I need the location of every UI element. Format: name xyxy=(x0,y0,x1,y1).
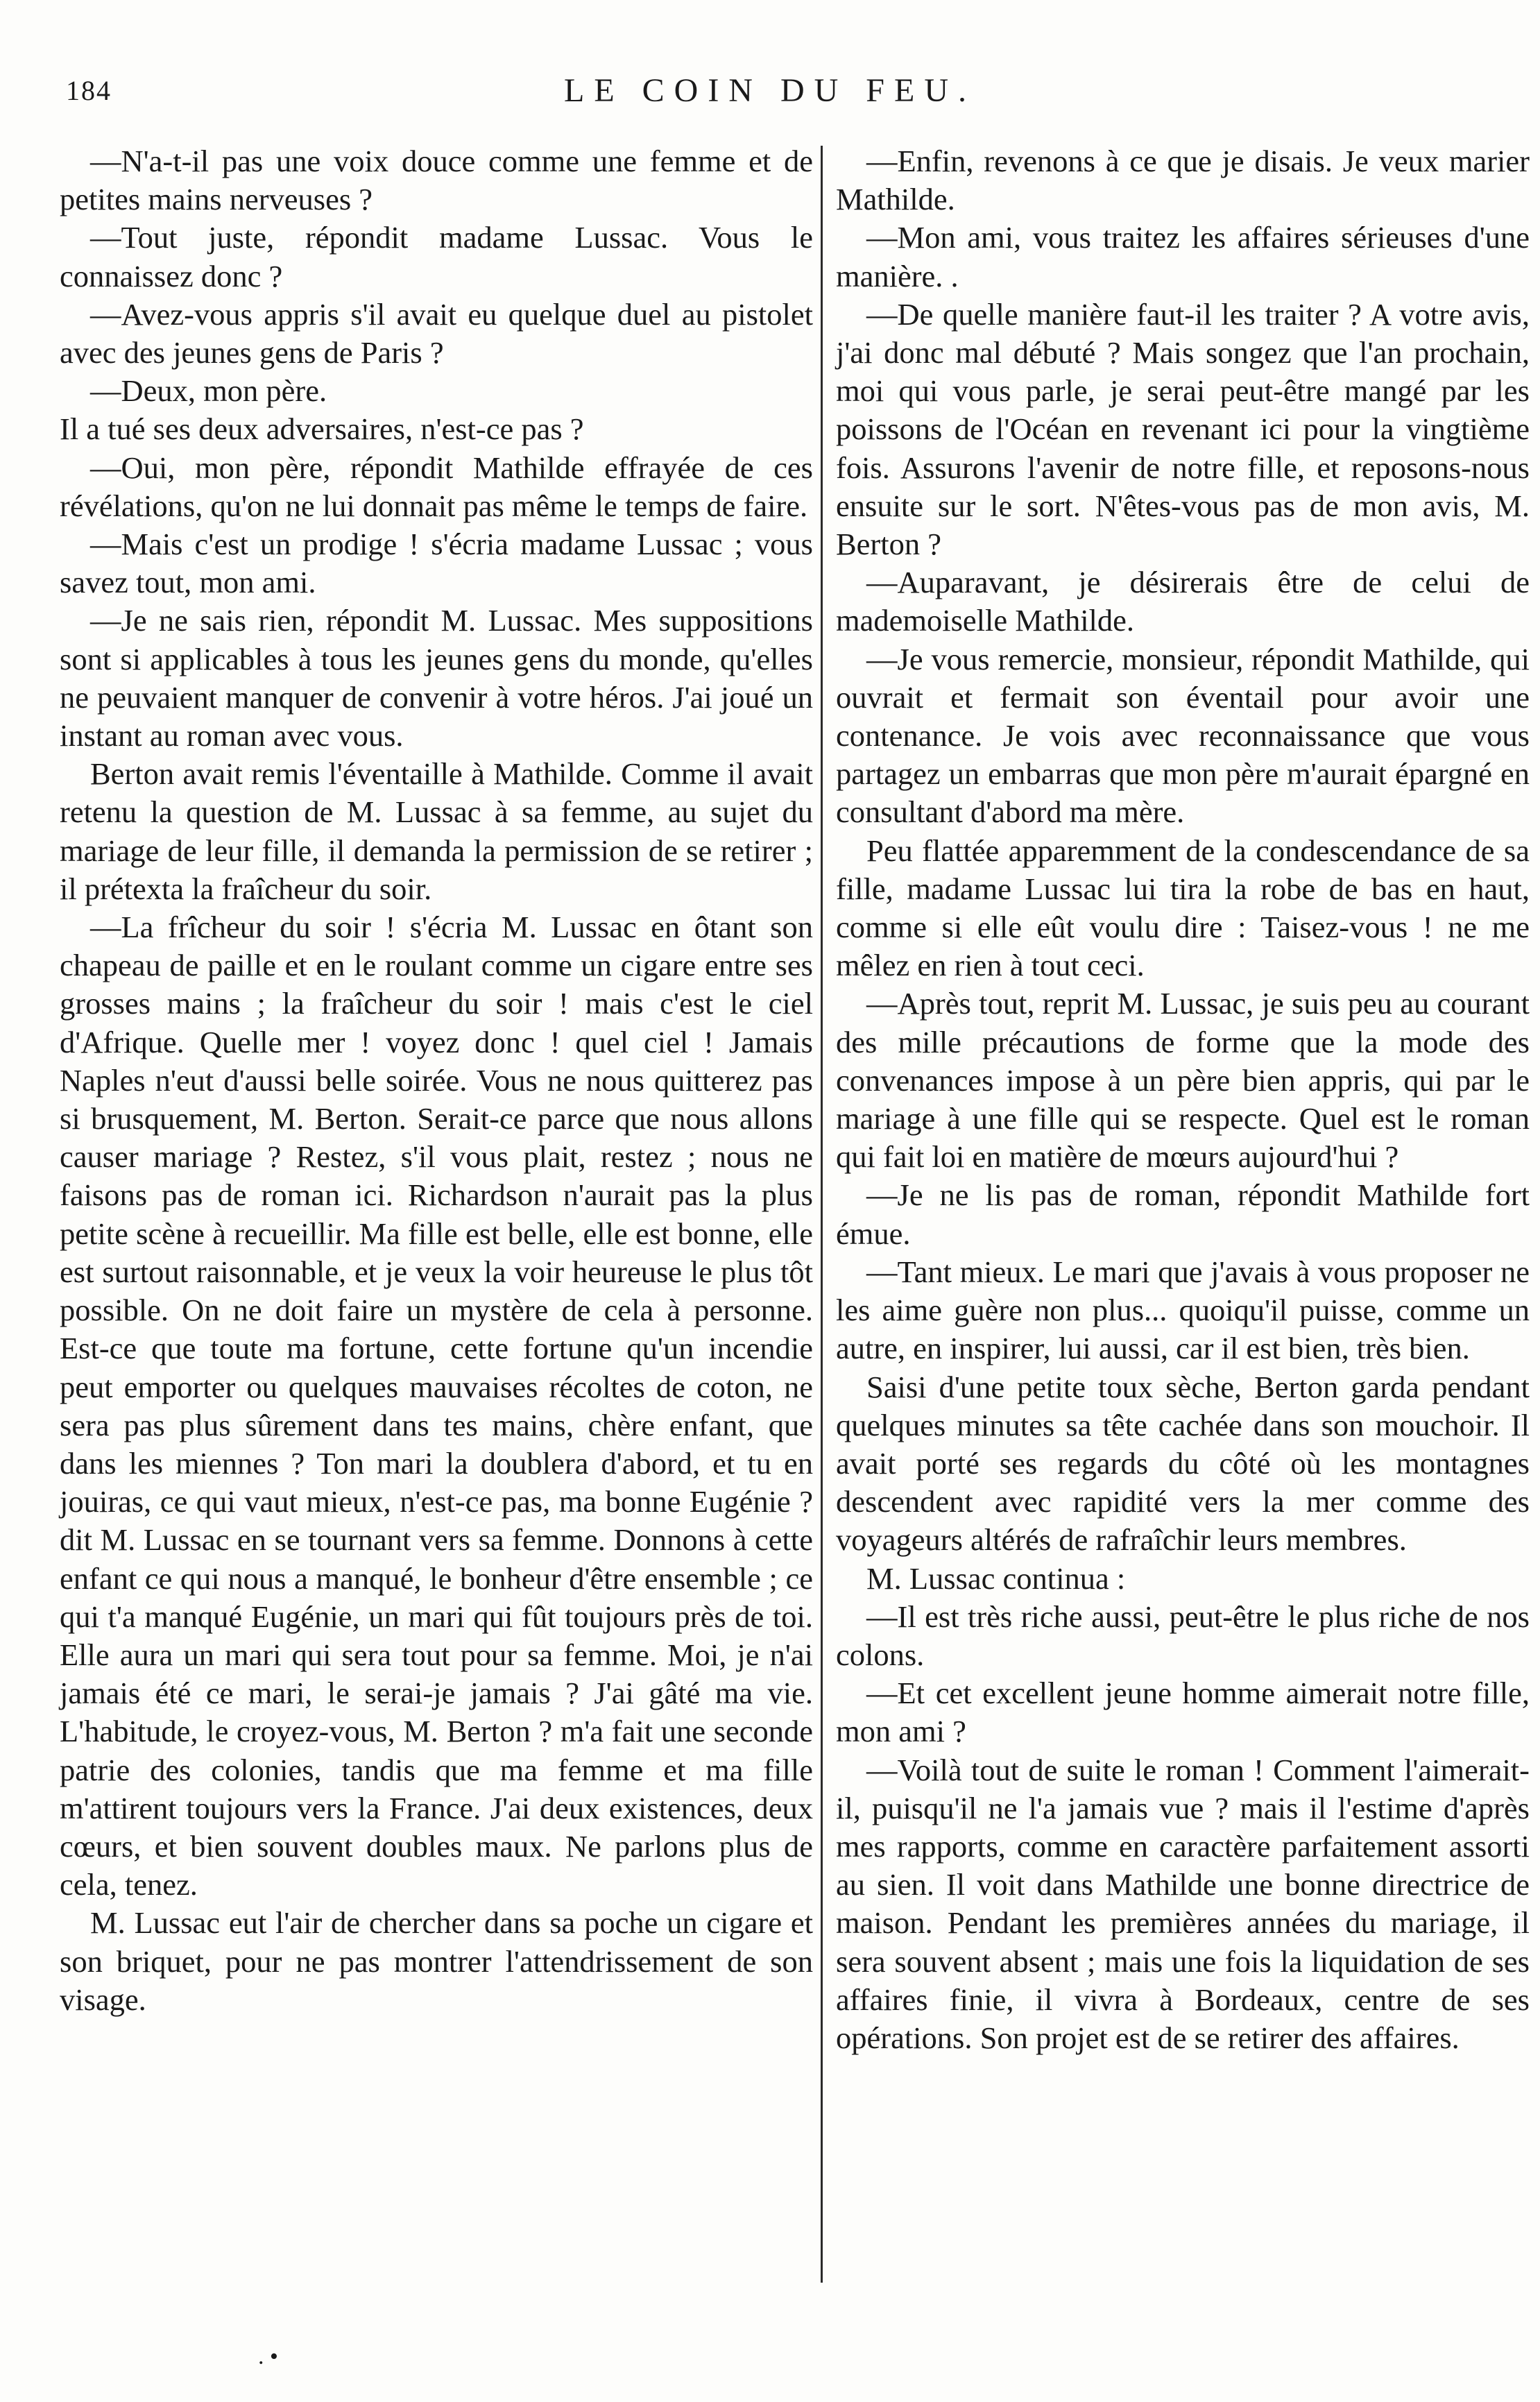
paragraph: —Mon ami, vous traitez les affaires sérieuses d'une manière. . xyxy=(836,220,1530,293)
footer-mark: . • xyxy=(258,2344,278,2369)
paragraph: Peu flattée apparemment de la condescendance de sa fille, madame Lussac lui tira la robe de bas en haut, comme si elle eût voulu dire : Taisez-vous ! ne me mêlez en rien à tout ceci. xyxy=(836,833,1530,983)
paragraph: —Enfin, revenons à ce que je disais. Je veux marier Mathilde. xyxy=(836,144,1530,217)
page-header xyxy=(66,59,1474,114)
paragraph: M. Lussac continua : xyxy=(866,1560,1126,1596)
paragraph: —Il est très riche aussi, peut-être le plus riche de nos colons. xyxy=(836,1599,1530,1672)
paragraph: Il a tué ses deux adversaires, n'est-ce pas ? xyxy=(60,411,584,447)
paragraph: —Avez-vous appris s'il avait eu quelque duel au pistolet avec des jeunes gens de Paris ? xyxy=(60,296,813,370)
paragraph: —Je ne sais rien, répondit M. Lussac. Mes suppositions sont si applicables à tous les jeunes gens du monde, qu'elles ne peuvaient manquer de convenir à votre héros. J'ai joué un instant au roman avec vous. xyxy=(60,603,813,753)
paragraph: —Tout juste, répondit madame Lussac. Vous le connaissez donc ? xyxy=(60,220,813,293)
running-title: LE COIN DU FEU. xyxy=(564,72,976,109)
paragraph: —Tant mieux. Le mari que j'avais à vous proposer ne les aime guère non plus... quoiqu'il puisse, comme un autre, en inspirer, lui aussi, car il est bien, très bien. xyxy=(836,1254,1530,1366)
paragraph: —Auparavant, je désirerais être de celui de mademoiselle Mathilde. xyxy=(836,565,1530,638)
column-divider xyxy=(821,146,823,2283)
paragraph: —La frîcheur du soir ! s'écria M. Lussac en ôtant son chapeau de paille et en le roulant comme un cigare entre ses grosses mains ; la fraîcheur du soir ! mais c'est le ciel d'Afrique. Quelle mer ! voyez donc ! quel ciel ! Jamais Naples n'eut d'aussi belle soirée. Vous ne nous quitterez pas si brusquement, M. Berton. Serait-ce parce que nous allons causer mariage ? Restez, s'il vous plait, restez ; nous ne faisons pas de roman ici. Richardson n'aurait pas la plus petite scène à recueillir. Ma fille est belle, elle est bonne, elle est surtout raisonnable, et je veux la voir heureuse le plus tôt possible. On ne doit faire un mystère de cela à personne. Est-ce que toute ma fortune, cette fortune qu'un incendie peut emporter ou quelques mauvaises récoltes de coton, ne sera pas plus sûrement dans tes mains, chère enfant, que dans les miennes ? Ton mari la doublera d'abord, et tu en jouiras, ce qui vaut mieux, n'est-ce pas, ma bonne Eugénie ? dit M. Lussac en se tournant vers sa femme. Donnons à cette enfant ce qui nous a manqué, le bonheur d'être ensemble ; ce qui t'a manqué Eugénie, un mari qui fût toujours près de toi. Elle aura un mari qui sera tout pour sa femme. Moi, je n'ai jamais été ce mari, le serai-je jamais ? J'ai gâté ma vie. L'habitude, le croyez-vous, M. Berton ? m'a fait une seconde patrie des colonies, tandis que ma femme et ma fille m'attirent toujours vers la France. J'ai deux existences, deux cœurs, et bien souvent doubles maux. Ne parlons plus de cela, tenez. xyxy=(60,910,813,1902)
paragraph: —Oui, mon père, répondit Mathilde effrayée de ces révélations, qu'on ne lui donnait pas même le temps de faire. xyxy=(60,450,813,523)
paragraph: —Je ne lis pas de roman, répondit Mathilde fort émue. xyxy=(836,1177,1530,1251)
paragraph: —N'a-t-il pas une voix douce comme une femme et de petites mains nerveuses ? xyxy=(60,144,813,217)
left-column xyxy=(60,142,813,2293)
paragraph: —Après tout, reprit M. Lussac, je suis peu au courant des mille précautions de forme que la mode des convenances impose à un père bien appris, qui par le mariage à une fille qui se respecte. Quel est le roman qui fait loi en matière de mœurs aujourd'hui ? xyxy=(836,986,1530,1175)
page-number: 184 xyxy=(66,75,112,106)
right-column xyxy=(836,142,1530,2293)
paragraph: Berton avait remis l'éventaille à Mathilde. Comme il avait retenu la question de M. Lussac à sa femme, au sujet du mariage de leur fille, il demanda la permission de se retirer ; il prétexta la fraîcheur du soir. xyxy=(60,756,813,906)
paragraph: —Voilà tout de suite le roman ! Comment l'aimerait-il, puisqu'il ne l'a jamais vue ? mais il l'estime d'après mes rapports, comme en caractère parfaitement assorti au sien. Il voit dans Mathilde une bonne directrice de maison. Pendant les premières années du mariage, il sera souvent absent ; mais une fois la liquidation de ses affaires finie, il vivra à Bordeaux, centre de ses opérations. Son projet est de se retirer des affaires. xyxy=(836,1752,1530,2055)
paragraph: —Je vous remercie, monsieur, répondit Mathilde, qui ouvrait et fermait son éventail pour avoir une contenance. Je vois avec reconnaissance que vous partagez un embarras que mon père m'aurait épargné en consultant d'abord ma mère. xyxy=(836,641,1530,830)
paragraph: —De quelle manière faut-il les traiter ? A votre avis, j'ai donc mal débuté ? Mais songez que l'an prochain, moi qui vous parle, je serai peut-être mangé par les poissons de l'Océan en revenant ici pour la vingtième fois. Assurons l'avenir de notre fille, et reposons-nous ensuite sur le sort. N'êtes-vous pas de mon avis, M. Berton ? xyxy=(836,296,1530,562)
paragraph: —Et cet excellent jeune homme aimerait notre fille, mon ami ? xyxy=(836,1676,1530,1749)
paragraph: M. Lussac eut l'air de chercher dans sa poche un cigare et son briquet, pour ne pas montrer l'attendrissement de son visage. xyxy=(60,1905,813,2017)
paragraph: —Deux, mon père. xyxy=(90,373,327,409)
paragraph: Saisi d'une petite toux sèche, Berton garda pendant quelques minutes sa tête cachée dans son mouchoir. Il avait porté ses regards du côté où les montagnes descendent avec rapidité vers la mer comme des voyageurs altérés de rafraîchir leurs membres. xyxy=(836,1369,1530,1558)
paragraph: —Mais c'est un prodige ! s'écria madame Lussac ; vous savez tout, mon ami. xyxy=(60,527,813,600)
